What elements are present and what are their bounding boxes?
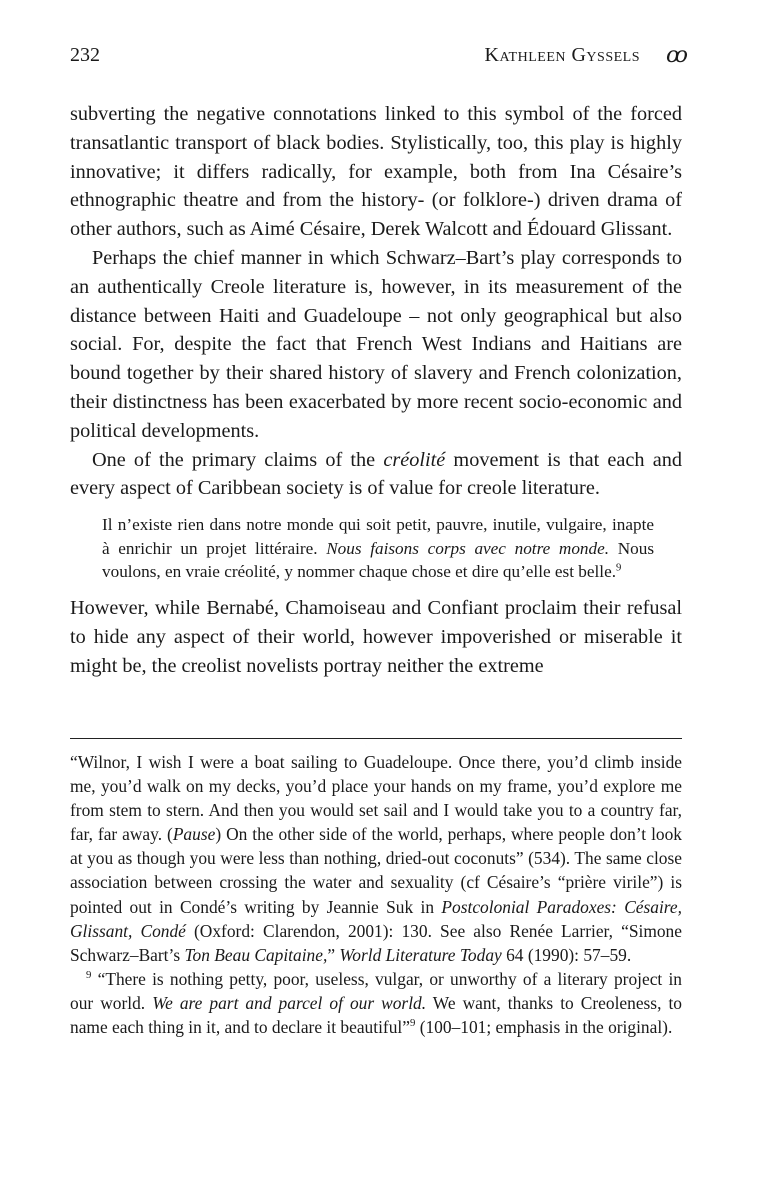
play-title: Ton Beau Capitaine, xyxy=(184,944,328,965)
paragraph: However, while Bernabé, Chamoiseau and Confiant proclaim their refusal to hide any aspect of their world, however impoverished or miserable it might be, the creolist novelists portray neither the extreme xyxy=(70,596,682,677)
text-run: 64 (1990): 57–59. xyxy=(501,944,632,965)
italic-text: We are part and parcel of our world. xyxy=(152,992,427,1013)
text-run: (Oxford: Clarendon, 2001): 130. See also Renée Larrier, “Simone Schwarz–Bart’s xyxy=(70,920,682,965)
text-run: Il n’existe rien dans notre monde qui soit petit, pauvre, inutile, vulgaire, inapte à enrichir un projet littéraire. xyxy=(102,515,654,558)
text-run: “There is nothing petty, poor, useless, vulgar, or unworthy of a literary project in our world. xyxy=(70,968,682,1013)
text-run: ” xyxy=(327,944,340,965)
running-head: Kathleen Gyssels xyxy=(484,44,640,66)
paragraph: subverting the negative connotations linked to this symbol of the forced transatlantic transport of black bodies. Stylistically, too, this play is highly innovative; it differs radically, for example, both from Ina Césaire’s ethnographic theatre and from the history- (or folklore-) driven drama of other authors, such as Aimé Césaire, Derek Walcott and Édouard Glissant. xyxy=(70,103,682,241)
paragraph: Perhaps the chief manner in which Schwarz–Bart’s play corresponds to an authentically Creole literature is, however, in its measurement of the distance between Haiti and Guadeloupe – not only geographical but also social. For, despite the fact that French West Indians and Haitians are bound together by their shared history of slavery and French colonization, their distinctness has been exacerbated by more recent socio-economic and political developments. xyxy=(70,246,682,442)
footnote-divider xyxy=(70,738,682,739)
block-quote xyxy=(102,513,654,584)
text-run: One of the primary claims of the xyxy=(92,448,384,471)
book-title: Postcolonial Paradoxes: Césaire, Glissant, Condé xyxy=(70,896,682,941)
italic-text: Nous faisons corps avec notre monde. xyxy=(326,538,610,558)
ornament-icon: ꝏ xyxy=(666,42,688,67)
italic-term: créolité xyxy=(383,448,446,471)
footnote-8-continued xyxy=(70,750,682,967)
paragraph xyxy=(70,446,682,504)
italic-text: Pause xyxy=(172,824,216,845)
page-number: 232 xyxy=(70,44,100,66)
text-run: ) On the other side of the world, perhaps, where people don’t look at you as though you were less than nothing, dried-out coconuts” (534). The same close association between crossing the water and sexuality (cf Césaire’s “prière virile”) is pointed out in Condé’s writing by Jeannie Suk in xyxy=(70,824,682,917)
text-run: movement is that each and every aspect of Caribbean society is of value for creole literature. xyxy=(70,448,682,500)
text-run: (100–101; emphasis in the original). xyxy=(415,1017,673,1038)
footnote-number: 9 xyxy=(86,969,92,982)
text-run: Nous voulons, en vraie créolité, y nommer chaque chose et dire qu’elle est belle. xyxy=(102,538,655,582)
page-header xyxy=(70,44,688,78)
footnote-marker: 9 xyxy=(616,562,622,574)
footnote-9 xyxy=(70,967,682,1039)
text-run: We want, thanks to Creoleness, to name each thing in it, and to declare it beautiful” xyxy=(70,992,682,1038)
footnotes xyxy=(70,750,682,1039)
main-text xyxy=(70,100,682,680)
text-run: “Wilnor, I wish I were a boat sailing to Guadeloupe. Once there, you’d climb inside me, you’d walk on my decks, you’d place your hands on my frame, you’d explore me from stem to stern. And then you would set sail and I would take you to a country far, far, far away. ( xyxy=(70,752,682,845)
footnote-marker: 9 xyxy=(409,1017,416,1030)
journal-title: World Literature Today xyxy=(339,944,502,965)
